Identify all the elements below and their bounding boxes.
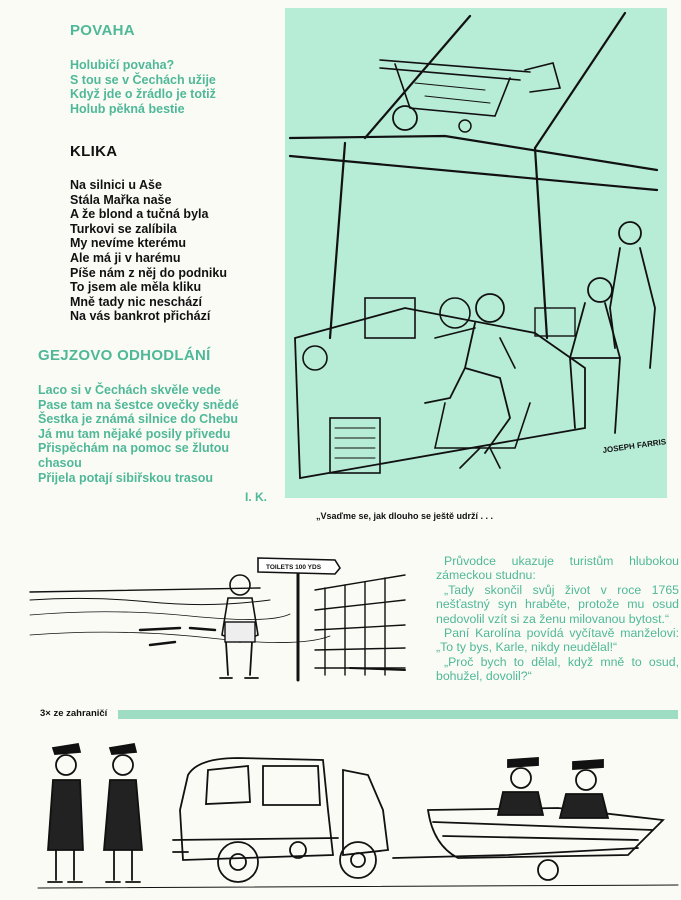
beach-cartoon [30, 550, 405, 700]
poem-line: Mně tady nic neschází [70, 294, 202, 309]
poem-line: Stála Mařka naše [70, 192, 172, 207]
poem-line: Když jde o žrádlo je totiž [70, 87, 216, 102]
anecdote-paragraph: „Proč bych to dělal, když mně to osud, bohužel, dovolil?“ [436, 654, 679, 684]
poem-line: Na vás bankrot přichází [70, 309, 211, 324]
poem-klika [70, 178, 227, 324]
poem-line: Laco si v Čechách skvěle vede [38, 383, 221, 397]
poem-gejzovo [38, 383, 239, 485]
poem-line: Holubičí povaha? [70, 58, 175, 72]
poem-line: To jsem ale měla kliku [70, 280, 202, 295]
anecdote-paragraph: Průvodce ukazuje turistům hlubokou zámeckou studnu: [436, 554, 679, 583]
poem-line: chasou [38, 455, 82, 470]
poem-line: My nevíme kterému [70, 236, 187, 251]
poem-line: S tou se v Čechách užije [70, 72, 216, 87]
poem-line: Píše nám z něj do podniku [70, 265, 227, 280]
poem-title-povaha: POVAHA [70, 22, 135, 39]
beach-sign-text: TOILETS 100 YDS [266, 564, 322, 571]
poem-line: Já mu tam nějaké posily přivedu [38, 426, 231, 441]
poem-line: Holub pěkná bestie [70, 101, 185, 116]
anecdote-text [436, 554, 679, 684]
cartoon-control-tower [285, 8, 667, 498]
poem-line: Ale má ji v harému [70, 250, 181, 265]
bottom-strip-cartoon [38, 730, 678, 895]
poem-povaha [70, 58, 216, 116]
poem-line: A že blond a tučná byla [70, 207, 209, 222]
poem-title-klika: KLIKA [70, 143, 118, 160]
poem-line: Šestka je známá silnice do Chebu [38, 412, 239, 427]
anecdote-paragraph: „Tady skončil svůj život v roce 1765 nešťastný syn hraběte, protože mu osud nedovolil vzít si za ženu milovanou bytost.“ [436, 582, 679, 626]
poem-line: Na silnici u Aše [70, 178, 162, 192]
poem-line: Pase tam na šestce ovečky snědé [38, 397, 239, 412]
poem-line: Přijela potají sibiřskou trasou [38, 470, 214, 485]
cartoon-artist-signature: JOSEPH FARRIS [602, 437, 667, 455]
author-signature: I. K. [245, 490, 268, 504]
cartoon-caption: „Vsaďme se, jak dlouho se ještě udrží . . . [316, 511, 494, 521]
section-label: 3× ze zahraničí [40, 708, 108, 719]
poem-line: Turkovi se zalíbila [70, 221, 177, 236]
poem-title-gejzovo: GEJZOVO ODHODLÁNÍ [38, 347, 211, 364]
anecdote-paragraph: Paní Karolína povídá vyčítavě manželovi: „To ty bys, Karle, nikdy neudělal!“ [436, 626, 679, 655]
section-bar [118, 710, 678, 719]
control-tower-illustration [285, 8, 667, 498]
poem-line: Přispěchám na pomoc se žlutou [38, 441, 230, 456]
